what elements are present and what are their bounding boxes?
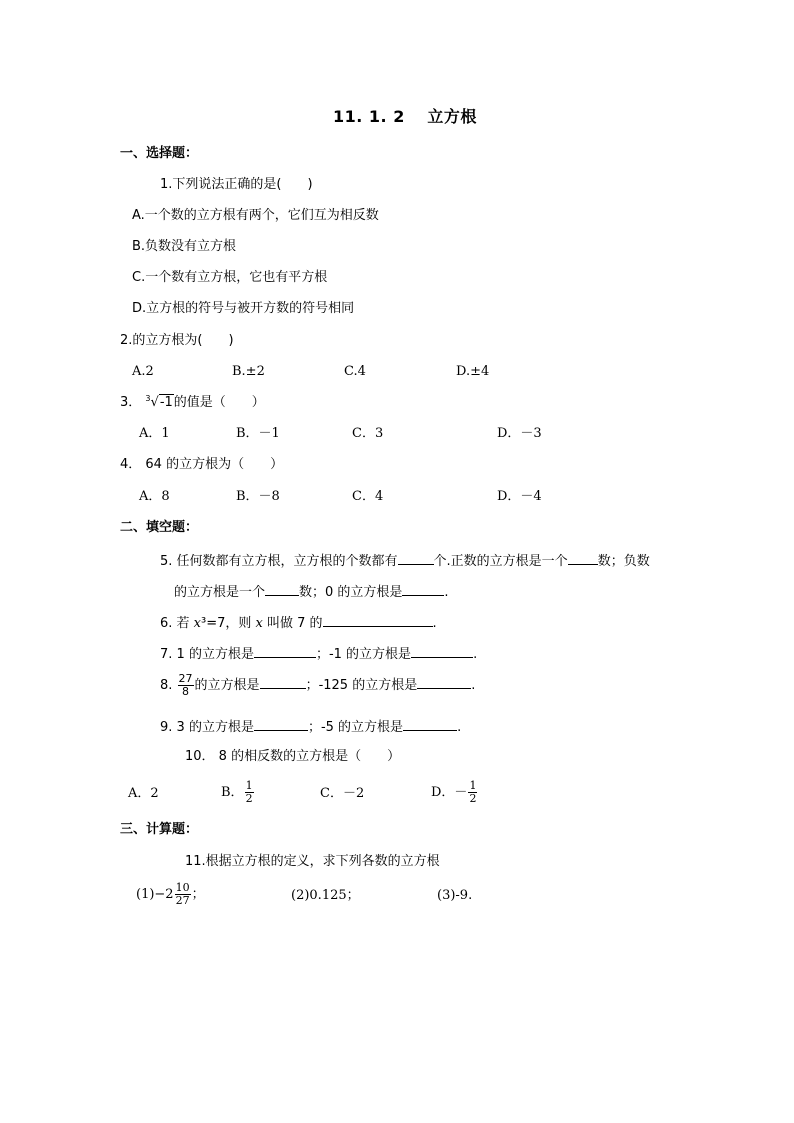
answer-blank[interactable] — [254, 645, 316, 658]
question-4-option-a: A．8 — [139, 489, 170, 504]
q8-text-1: 的立方根是 — [194, 678, 260, 693]
q9-text-1: 9. 3 的立方根是 — [160, 720, 254, 735]
question-5-line-1 — [160, 552, 650, 570]
q8-end: . — [471, 678, 476, 693]
answer-blank[interactable] — [323, 614, 433, 627]
fraction-one-half — [468, 780, 477, 805]
q7-text-1: 7. 1 的立方根是 — [160, 647, 254, 662]
q5-text-3: 数；负数 — [597, 554, 650, 569]
question-4-stem: 4． 64 的立方根为（ ） — [120, 457, 284, 472]
question-11-item-1 — [136, 880, 205, 910]
cube-root-expression: $^3$√-1 — [145, 394, 173, 410]
q5-text-1: 5. 任何数都有立方根，立方根的个数都有 — [160, 554, 398, 569]
page-title: 11. 1. 2 立方根 — [333, 107, 477, 126]
question-2-option-b: B.±2 — [232, 364, 265, 379]
q5-text-5: 数；0 的立方根是 — [299, 585, 403, 600]
radical-index: 3 — [145, 394, 151, 403]
question-4-option-b: B．－8 — [236, 489, 280, 504]
option-b-label: B． — [221, 785, 244, 800]
question-2-option-a: A.2 — [132, 364, 154, 379]
q5-text-2: 个.正数的立方根是一个 — [433, 554, 568, 569]
item-1-prefix: (1)−2 — [136, 887, 174, 902]
question-3-tail: 的值是（ ） — [173, 395, 265, 410]
q6-text-2: ³=7，则 — [201, 616, 256, 631]
question-3-option-a: A．1 — [139, 426, 170, 441]
answer-blank[interactable] — [260, 676, 306, 689]
q9-end: . — [457, 720, 462, 735]
fraction-numerator: 27 — [178, 672, 193, 685]
question-1-option-c: C.一个数有立方根，它也有平方根 — [132, 270, 328, 285]
question-5-line-2 — [174, 583, 449, 601]
question-11-stem: 11.根据立方根的定义，求下列各数的立方根 — [185, 854, 440, 869]
section-heading-calc: 三、计算题： — [120, 822, 199, 837]
question-10-stem: 10． 8 的相反数的立方根是（ ） — [185, 749, 401, 764]
option-d-label: D．－ — [431, 785, 468, 800]
answer-blank[interactable] — [568, 552, 598, 565]
question-2-stem: 2.的立方根为( ) — [120, 333, 234, 348]
fraction-denominator: 2 — [469, 792, 477, 805]
fraction-numerator: 10 — [175, 881, 190, 894]
question-8 — [160, 673, 475, 699]
section-heading-choice: 一、选择题： — [120, 146, 199, 161]
q7-end: . — [473, 647, 478, 662]
fraction-numerator: 1 — [469, 779, 477, 792]
variable-x: x — [255, 616, 263, 631]
item-1-suffix: ； — [191, 887, 205, 902]
question-1-stem: 1.下列说法正确的是( ) — [160, 177, 313, 192]
question-9 — [160, 718, 461, 736]
q9-text-2: ；-5 的立方根是 — [307, 720, 404, 735]
question-1-option-d: D.立方根的符号与被开方数的符号相同 — [132, 301, 355, 316]
question-2-option-c: C.4 — [344, 364, 366, 379]
answer-blank[interactable] — [254, 718, 308, 731]
radicand: -1 — [159, 395, 173, 410]
question-11-item-3: (3)-9. — [437, 888, 473, 903]
question-10-option-a: A．2 — [128, 786, 159, 801]
q6-text-1: 6. 若 — [160, 616, 194, 631]
question-7 — [160, 645, 477, 663]
answer-blank[interactable] — [402, 583, 444, 596]
question-4-option-c: C．4 — [352, 489, 384, 504]
q5-text-6: . — [444, 585, 449, 600]
variable-x: x — [193, 616, 202, 631]
answer-blank[interactable] — [398, 552, 434, 565]
fraction-one-half — [245, 780, 254, 805]
question-10-option-b — [221, 778, 255, 808]
question-6 — [160, 614, 437, 632]
answer-blank[interactable] — [403, 718, 457, 731]
question-3-number: 3． — [120, 395, 142, 410]
question-1-option-a: A.一个数的立方根有两个，它们互为相反数 — [132, 208, 379, 223]
fraction-27-over-8 — [178, 673, 194, 698]
question-11-item-2: (2)0.125； — [291, 888, 360, 903]
q6-end: . — [432, 616, 437, 631]
question-3-option-b: B．－1 — [236, 426, 280, 441]
q6-text-3: 叫做 7 的 — [262, 616, 323, 631]
fraction-numerator: 1 — [245, 779, 253, 792]
question-3-stem — [120, 395, 265, 412]
fraction-10-over-27 — [175, 882, 191, 907]
section-heading-fill: 二、填空题： — [120, 520, 199, 535]
q8-number: 8. — [160, 678, 173, 693]
question-10-option-d — [431, 778, 478, 808]
answer-blank[interactable] — [411, 645, 473, 658]
answer-blank[interactable] — [417, 676, 471, 689]
fraction-denominator: 8 — [182, 685, 190, 698]
answer-blank[interactable] — [265, 583, 299, 596]
fraction-denominator: 27 — [175, 894, 190, 907]
question-4-option-d: D．－4 — [497, 489, 542, 504]
q7-text-2: ；-1 的立方根是 — [315, 647, 412, 662]
fraction-denominator: 2 — [245, 792, 253, 805]
question-3-option-c: C．3 — [352, 426, 384, 441]
q8-text-2: ；-125 的立方根是 — [305, 678, 418, 693]
question-10-option-c: C．－2 — [320, 786, 365, 801]
question-1-option-b: B.负数没有立方根 — [132, 239, 237, 254]
q5-text-4: 的立方根是一个 — [174, 585, 266, 600]
question-3-option-d: D．－3 — [497, 426, 542, 441]
question-2-option-d: D.±4 — [456, 364, 490, 379]
